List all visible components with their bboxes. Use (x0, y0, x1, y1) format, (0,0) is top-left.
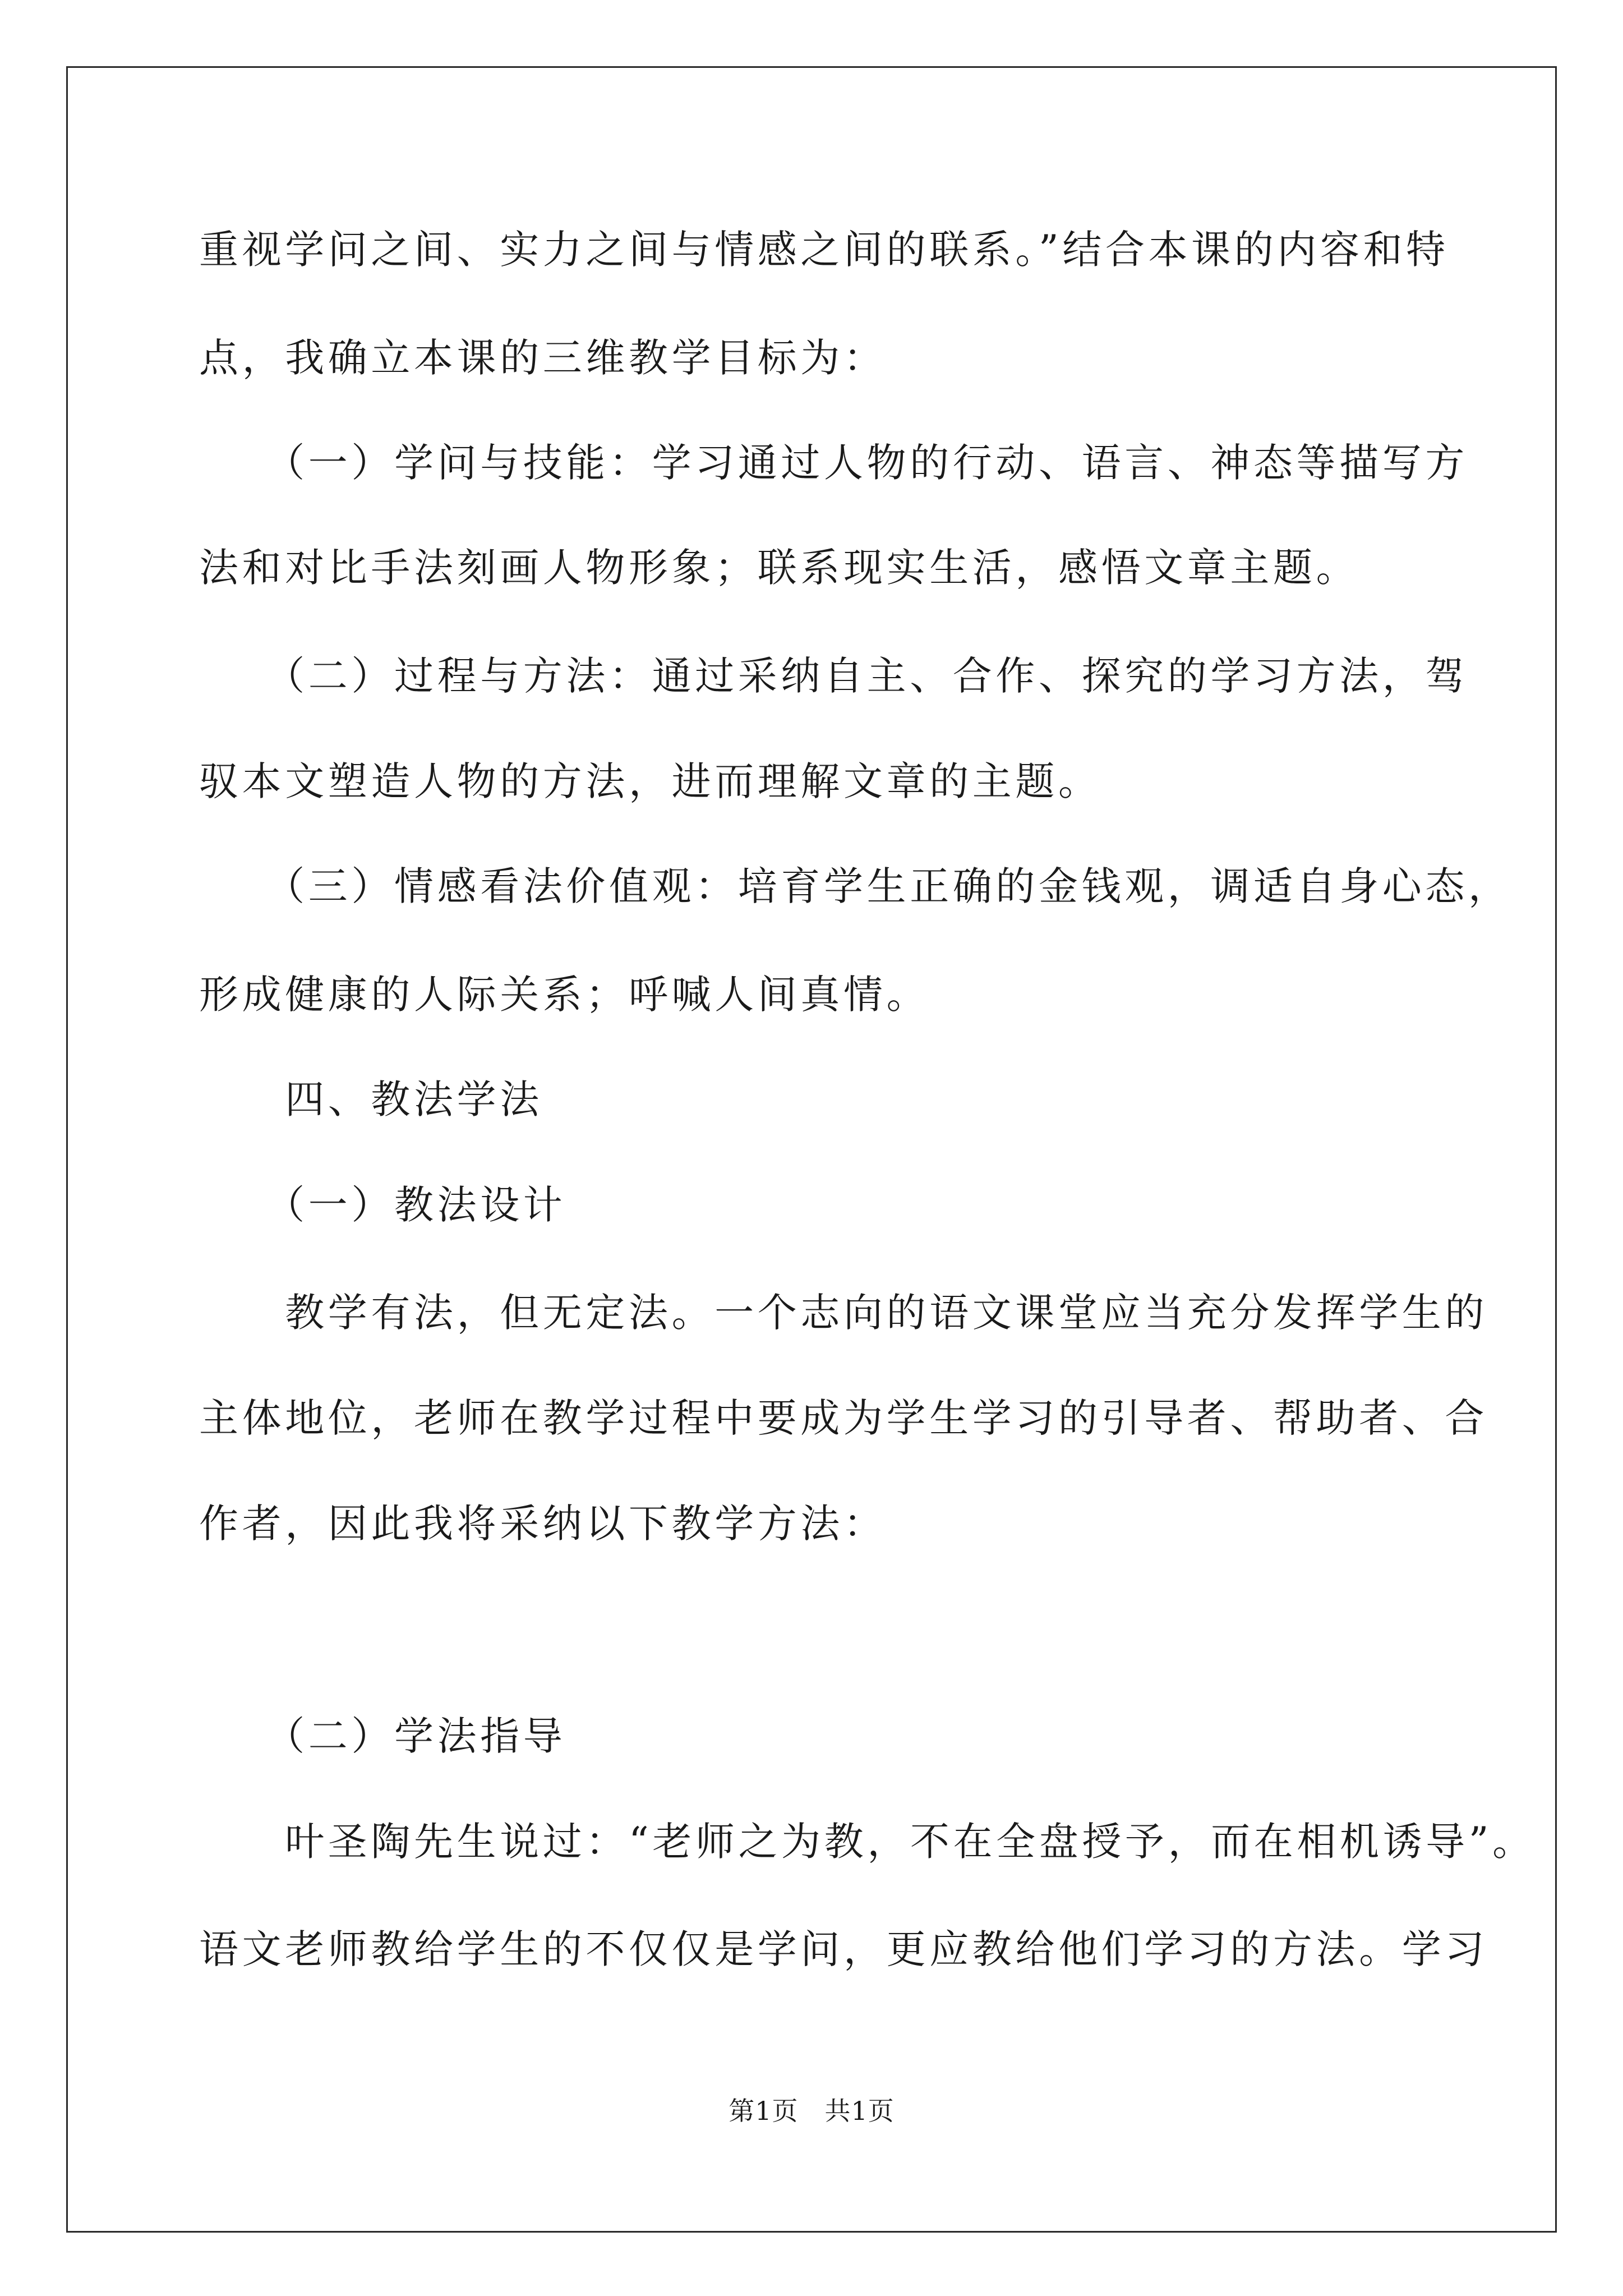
subsection-heading: （一）教法设计 (199, 1182, 566, 1228)
body-line: 重视学问之间、实力之间与情感之间的联系。”结合本课的内容和特 (199, 227, 1449, 273)
body-line: 教学有法，但无定法。一个志向的语文课堂应当充分发挥学生的 (199, 1290, 1488, 1336)
subsection-heading: （二）学法指导 (199, 1713, 566, 1759)
body-line: 法和对比手法刻画人物形象；联系现实生活，感悟文章主题。 (199, 545, 1359, 591)
body-line: 作者，因此我将采纳以下教学方法： (199, 1501, 887, 1547)
body-line: （一）学问与技能：学习通过人物的行动、语言、神态等描写方 (199, 440, 1468, 486)
page-number-footer: 第1页 共1页 (728, 2096, 895, 2126)
body-line: 叶圣陶先生说过：“老师之为教，不在全盘授予，而在相机诱导”。 (199, 1819, 1536, 1865)
page-border (66, 66, 1557, 2233)
body-line: 主体地位，老师在教学过程中要成为学生学习的引导者、帮助者、合 (199, 1395, 1488, 1441)
section-heading: 四、教法学法 (199, 1076, 543, 1122)
body-line: 驭本文塑造人物的方法，进而理解文章的主题。 (199, 758, 1101, 804)
body-line: 形成健康的人际关系；呼喊人间真情。 (199, 972, 930, 1018)
body-line: 语文老师教给学生的不仅仅是学问，更应教给他们学习的方法。学习 (199, 1926, 1488, 1972)
body-line: （二）过程与方法：通过采纳自主、合作、探究的学习方法，驾 (199, 653, 1468, 699)
body-line: 点，我确立本课的三维教学目标为： (199, 335, 887, 381)
body-line: （三）情感看法价值观：培育学生正确的金钱观，调适自身心态， (199, 863, 1511, 909)
